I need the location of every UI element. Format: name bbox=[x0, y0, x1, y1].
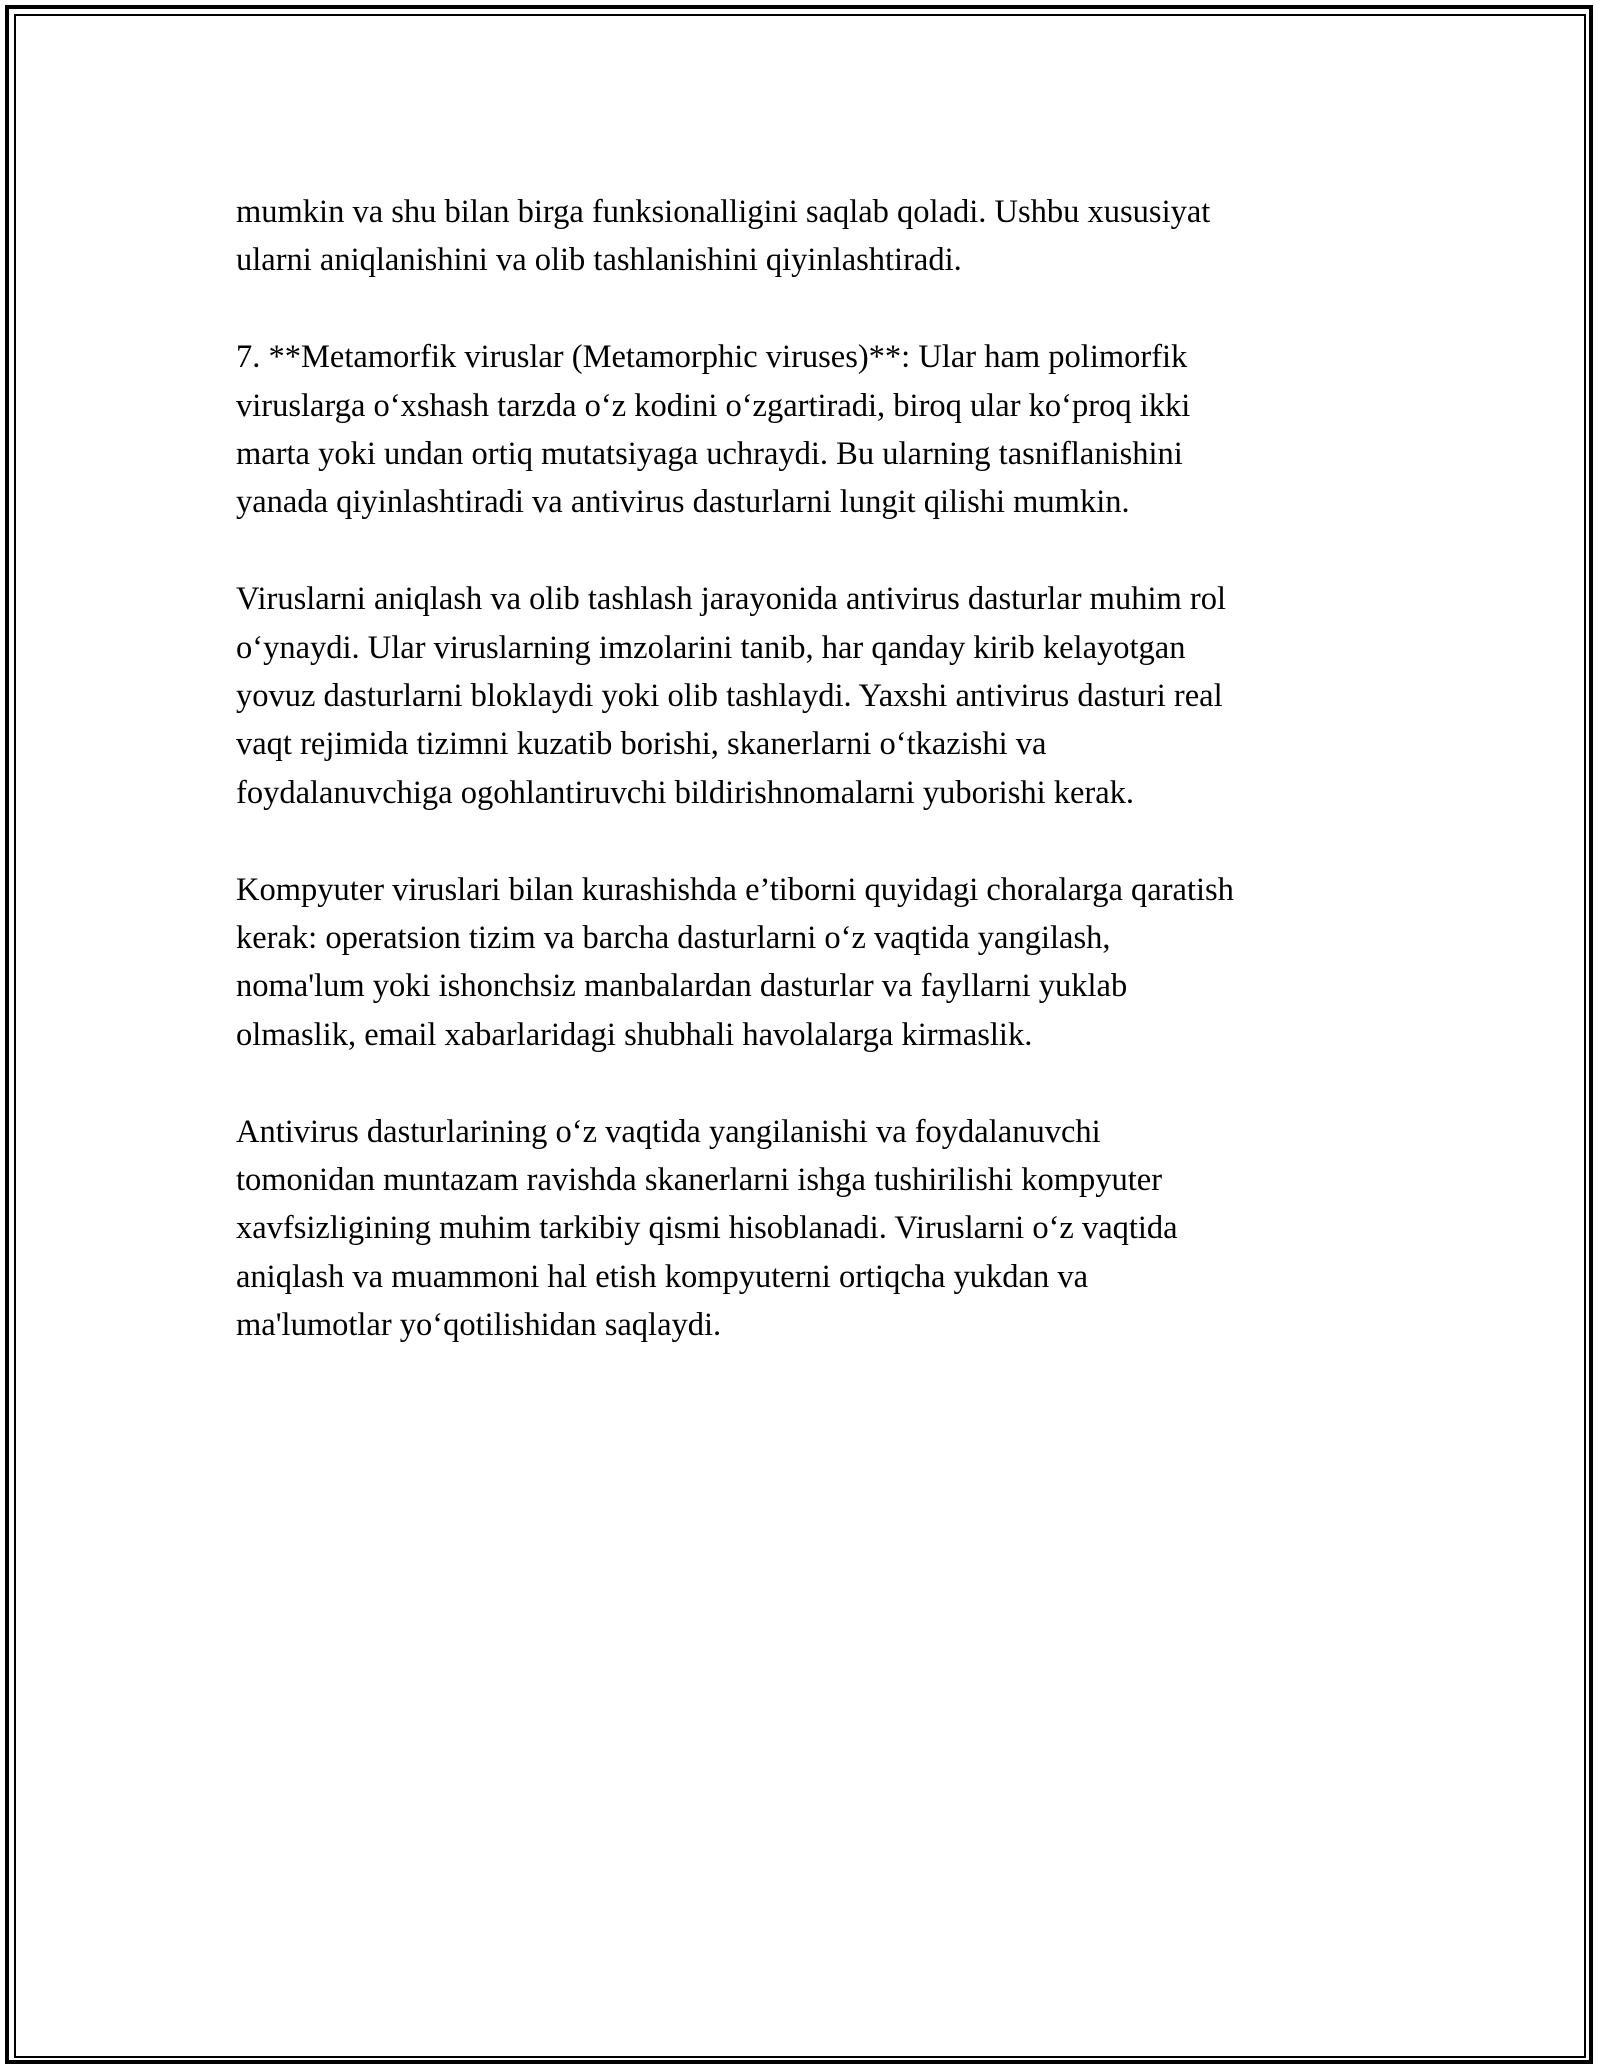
paragraph-metamorphic-viruses: 7. **Metamorfik viruslar (Metamorphic viruses)**: Ular ham polimorfik viruslarga o‘xshash tarzda o‘z kodini o‘zgartiradi, biroq ular ko‘proq ikki marta yoki undan ortiq mutatsiyaga uchraydi. Bu ularning tasniflanishini yanada qiyinlashtiradi va antivirus dasturlarni lungit qilishi mumkin. bbox=[236, 339, 1191, 521]
paragraph-conclusion: Antivirus dasturlarining o‘z vaqtida yangilanishi va foydalanuvchi tomonidan muntazam ravishda skanerlarni ishga tushirilishi kompyuter xavfsizligining muhim tarkibiy qismi hisoblanadi. Viruslarni o‘z vaqtida aniqlash va muammoni hal etish kompyuterni ortiqcha yukdan va ma'lumotlar yo‘qotilishidan saqlaydi. bbox=[236, 1113, 1178, 1344]
paragraph-antivirus-role: Viruslarni aniqlash va olib tashlash jarayonida antivirus dasturlar muhim rol o‘ynaydi. Ular viruslarning imzolarini tanib, har qanday kirib kelayotgan yovuz dasturlarni bloklaydi yoki olib tashlaydi. Yaxshi antivirus dasturi real vaqt rejimida tizimni kuzatib borishi, skanerlarni o‘tkazishi va foydalanuvchiga ogohlantiruvchi bildirishnomalarni yuborishi kerak. bbox=[236, 581, 1226, 811]
paragraph-continuation: mumkin va shu bilan birga funksionalligini saqlab qoladi. Ushbu xususiyat ularni aniqlanishini va olib tashlanishini qiyinlashtiradi. bbox=[236, 194, 1211, 279]
paragraph-protective-measures: Kompyuter viruslari bilan kurashishda e’tiborni quyidagi choralarga qaratish kerak: operatsion tizim va barcha dasturlarni o‘z vaqtida yangilash, noma'lum yoki ishonchsiz manbalardan dasturlar va fayllarni yuklab olmaslik, email xabarlaridagi shubhali havolalarga kirmaslik. bbox=[236, 871, 1234, 1053]
document-body bbox=[236, 188, 1376, 1398]
